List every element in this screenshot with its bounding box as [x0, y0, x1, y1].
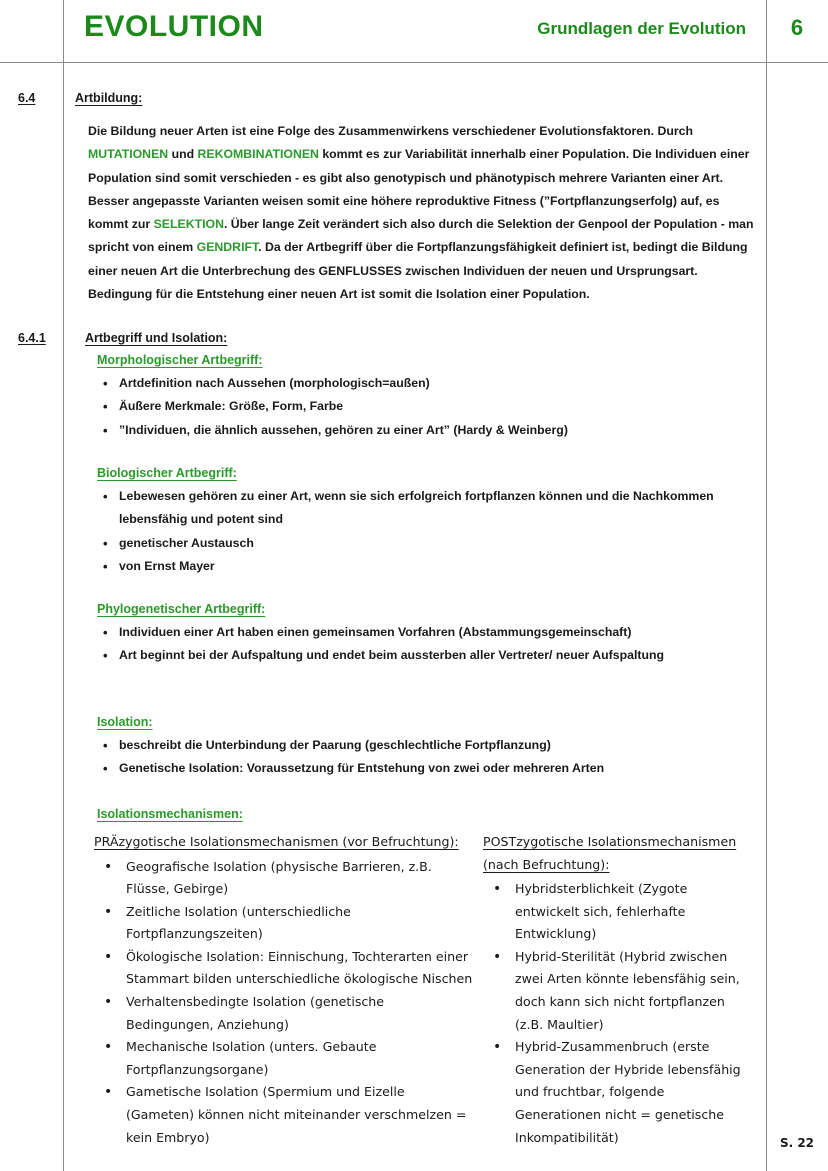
list-item: • Ökologische Isolation: Einnischung, Tochterarten einer Stammart bilden unterschiedliche ökologische Nischen	[94, 946, 474, 991]
document-title: EVOLUTION	[84, 10, 264, 43]
bullet-list-praezygotisch	[94, 856, 474, 1150]
subheading-isolationsmechanismen: Isolationsmechanismen:	[97, 807, 243, 821]
list-item: • Verhaltensbedingte Isolation (genetische Bedingungen, Anziehung)	[94, 991, 474, 1036]
subsection-morphologischer-artbegriff	[97, 353, 717, 442]
page-content	[63, 62, 766, 1171]
subsection-biologischer-artbegriff	[97, 466, 717, 578]
subheading-isolation: Isolation:	[97, 715, 153, 729]
bullet-list-morphologisch	[97, 372, 717, 442]
bullet-list-postzygotisch	[483, 878, 751, 1149]
list-item: • Lebewesen gehören zu einer Art, wenn sie sich erfolgreich fortpflanzen können und die Nachkommen lebensfähig und potent sind	[97, 485, 717, 532]
subsection-phylogenetischer-artbegriff	[97, 602, 717, 668]
list-item: • Äußere Merkmale: Größe, Form, Farbe	[97, 395, 717, 418]
list-item: • von Ernst Mayer	[97, 555, 717, 578]
paragraph-text: . Da der Artbegriff über die Fortpflanzungsfähigkeit definiert ist, bedingt die Bildung einer neuen Art die Unterbrechung des GENFLUSSES zwischen Individuen der neuen und Ursprungsart. Bedingung für die Entstehung einer neuen Art ist somit die Isolation einer Population.	[88, 240, 748, 302]
section-number-6-4: 6.4	[18, 91, 36, 105]
list-item: • genetischer Austausch	[97, 532, 717, 555]
column-postzygotisch	[483, 831, 751, 1149]
paragraph-text: kommt es zur Variabilität innerhalb einer Population. Die Individuen einer Population sind somit verschieden - es gibt also genotypisch und phänotypisch mehrere Varianten einer Art. Besser angepasste Varianten weisen somit eine höhere reproduktive Fitness (”Fortpflanzungserfolg) auf, es kommt zur	[88, 147, 750, 232]
bullet-list-phylogenetisch	[97, 621, 717, 668]
list-item: • Individuen einer Art haben einen gemeinsamen Vorfahren (Abstammungsgemeinschaft)	[97, 621, 717, 644]
header-subtitle: Grundlagen der Evolution	[537, 19, 746, 38]
paragraph-text: und	[168, 147, 198, 162]
list-item: • Artdefinition nach Aussehen (morphologisch=außen)	[97, 372, 717, 395]
list-item: • Hybrid-Sterilität (Hybrid zwischen zwei Arten könnte lebensfähig sein, doch kann sich nicht fortpflanzen (z.B. Maultier)	[483, 946, 751, 1036]
chapter-number: 6	[790, 15, 804, 40]
list-item: • Hybrid-Zusammenbruch (erste Generation der Hybride lebensfähig und fruchtbar, folgende Generationen nicht = genetische Inkompatibilität)	[483, 1036, 751, 1149]
column-heading-praezygotisch: PRÄzygotische Isolationsmechanismen (vor Befruchtung):	[94, 834, 459, 849]
highlighted-term: MUTATIONEN	[88, 147, 169, 162]
page-header	[0, 0, 828, 62]
heading-artbildung: Artbildung:	[75, 91, 143, 105]
highlighted-term: REKOMBINATIONEN	[197, 147, 319, 162]
list-item: • ”Individuen, die ähnlich aussehen, gehören zu einer Art” (Hardy & Weinberg)	[97, 419, 717, 442]
highlighted-term: SELEKTION	[153, 217, 224, 232]
bullet-list-isolation	[97, 734, 717, 781]
list-item: • Mechanische Isolation (unters. Gebaute Fortpflanzungsorgane)	[94, 1036, 474, 1081]
heading-artbegriff-und-isolation: Artbegriff und Isolation:	[85, 331, 228, 345]
subsection-isolation	[97, 715, 717, 781]
section-number-6-4-1: 6.4.1	[18, 331, 46, 345]
paragraph-artbildung	[88, 120, 763, 306]
list-item: • Hybridsterblichkeit (Zygote entwickelt sich, fehlerhafte Entwicklung)	[483, 878, 751, 946]
subheading-biologischer-artbegriff: Biologischer Artbegriff:	[97, 466, 237, 480]
subheading-phylogenetischer-artbegriff: Phylogenetischer Artbegriff:	[97, 602, 266, 616]
bullet-list-biologisch	[97, 485, 717, 578]
list-item: • Genetische Isolation: Voraussetzung für Entstehung von zwei oder mehreren Arten	[97, 757, 717, 780]
list-item: • Geografische Isolation (physische Barrieren, z.B. Flüsse, Gebirge)	[94, 856, 474, 901]
list-item: • Gametische Isolation (Spermium und Eizelle (Gameten) können nicht miteinander verschmelzen = kein Embryo)	[94, 1081, 474, 1149]
list-item: • Art beginnt bei der Aufspaltung und endet beim aussterben aller Vertreter/ neuer Aufspaltung	[97, 644, 717, 667]
column-heading-postzygotisch: POSTzygotische Isolationsmechanismen (nach Befruchtung):	[483, 834, 737, 872]
column-praezygotisch	[94, 831, 474, 1149]
list-item: • Zeitliche Isolation (unterschiedliche Fortpflanzungszeiten)	[94, 901, 474, 946]
paragraph-text: Die Bildung neuer Arten ist eine Folge des Zusammenwirkens verschiedener Evolutionsfaktoren. Durch	[88, 124, 693, 138]
list-item: • beschreibt die Unterbindung der Paarung (geschlechtliche Fortpflanzung)	[97, 734, 717, 757]
subheading-morphologischer-artbegriff: Morphologischer Artbegriff:	[97, 353, 263, 367]
paragraph-text: . Über lange Zeit verändert sich also durch die Selektion der Genpool der Population - man spricht von einem	[88, 217, 754, 255]
vertical-rule-right	[766, 0, 767, 1171]
footer-page-number: S. 22	[779, 1136, 815, 1150]
highlighted-term: GENDRIFT	[196, 240, 259, 255]
